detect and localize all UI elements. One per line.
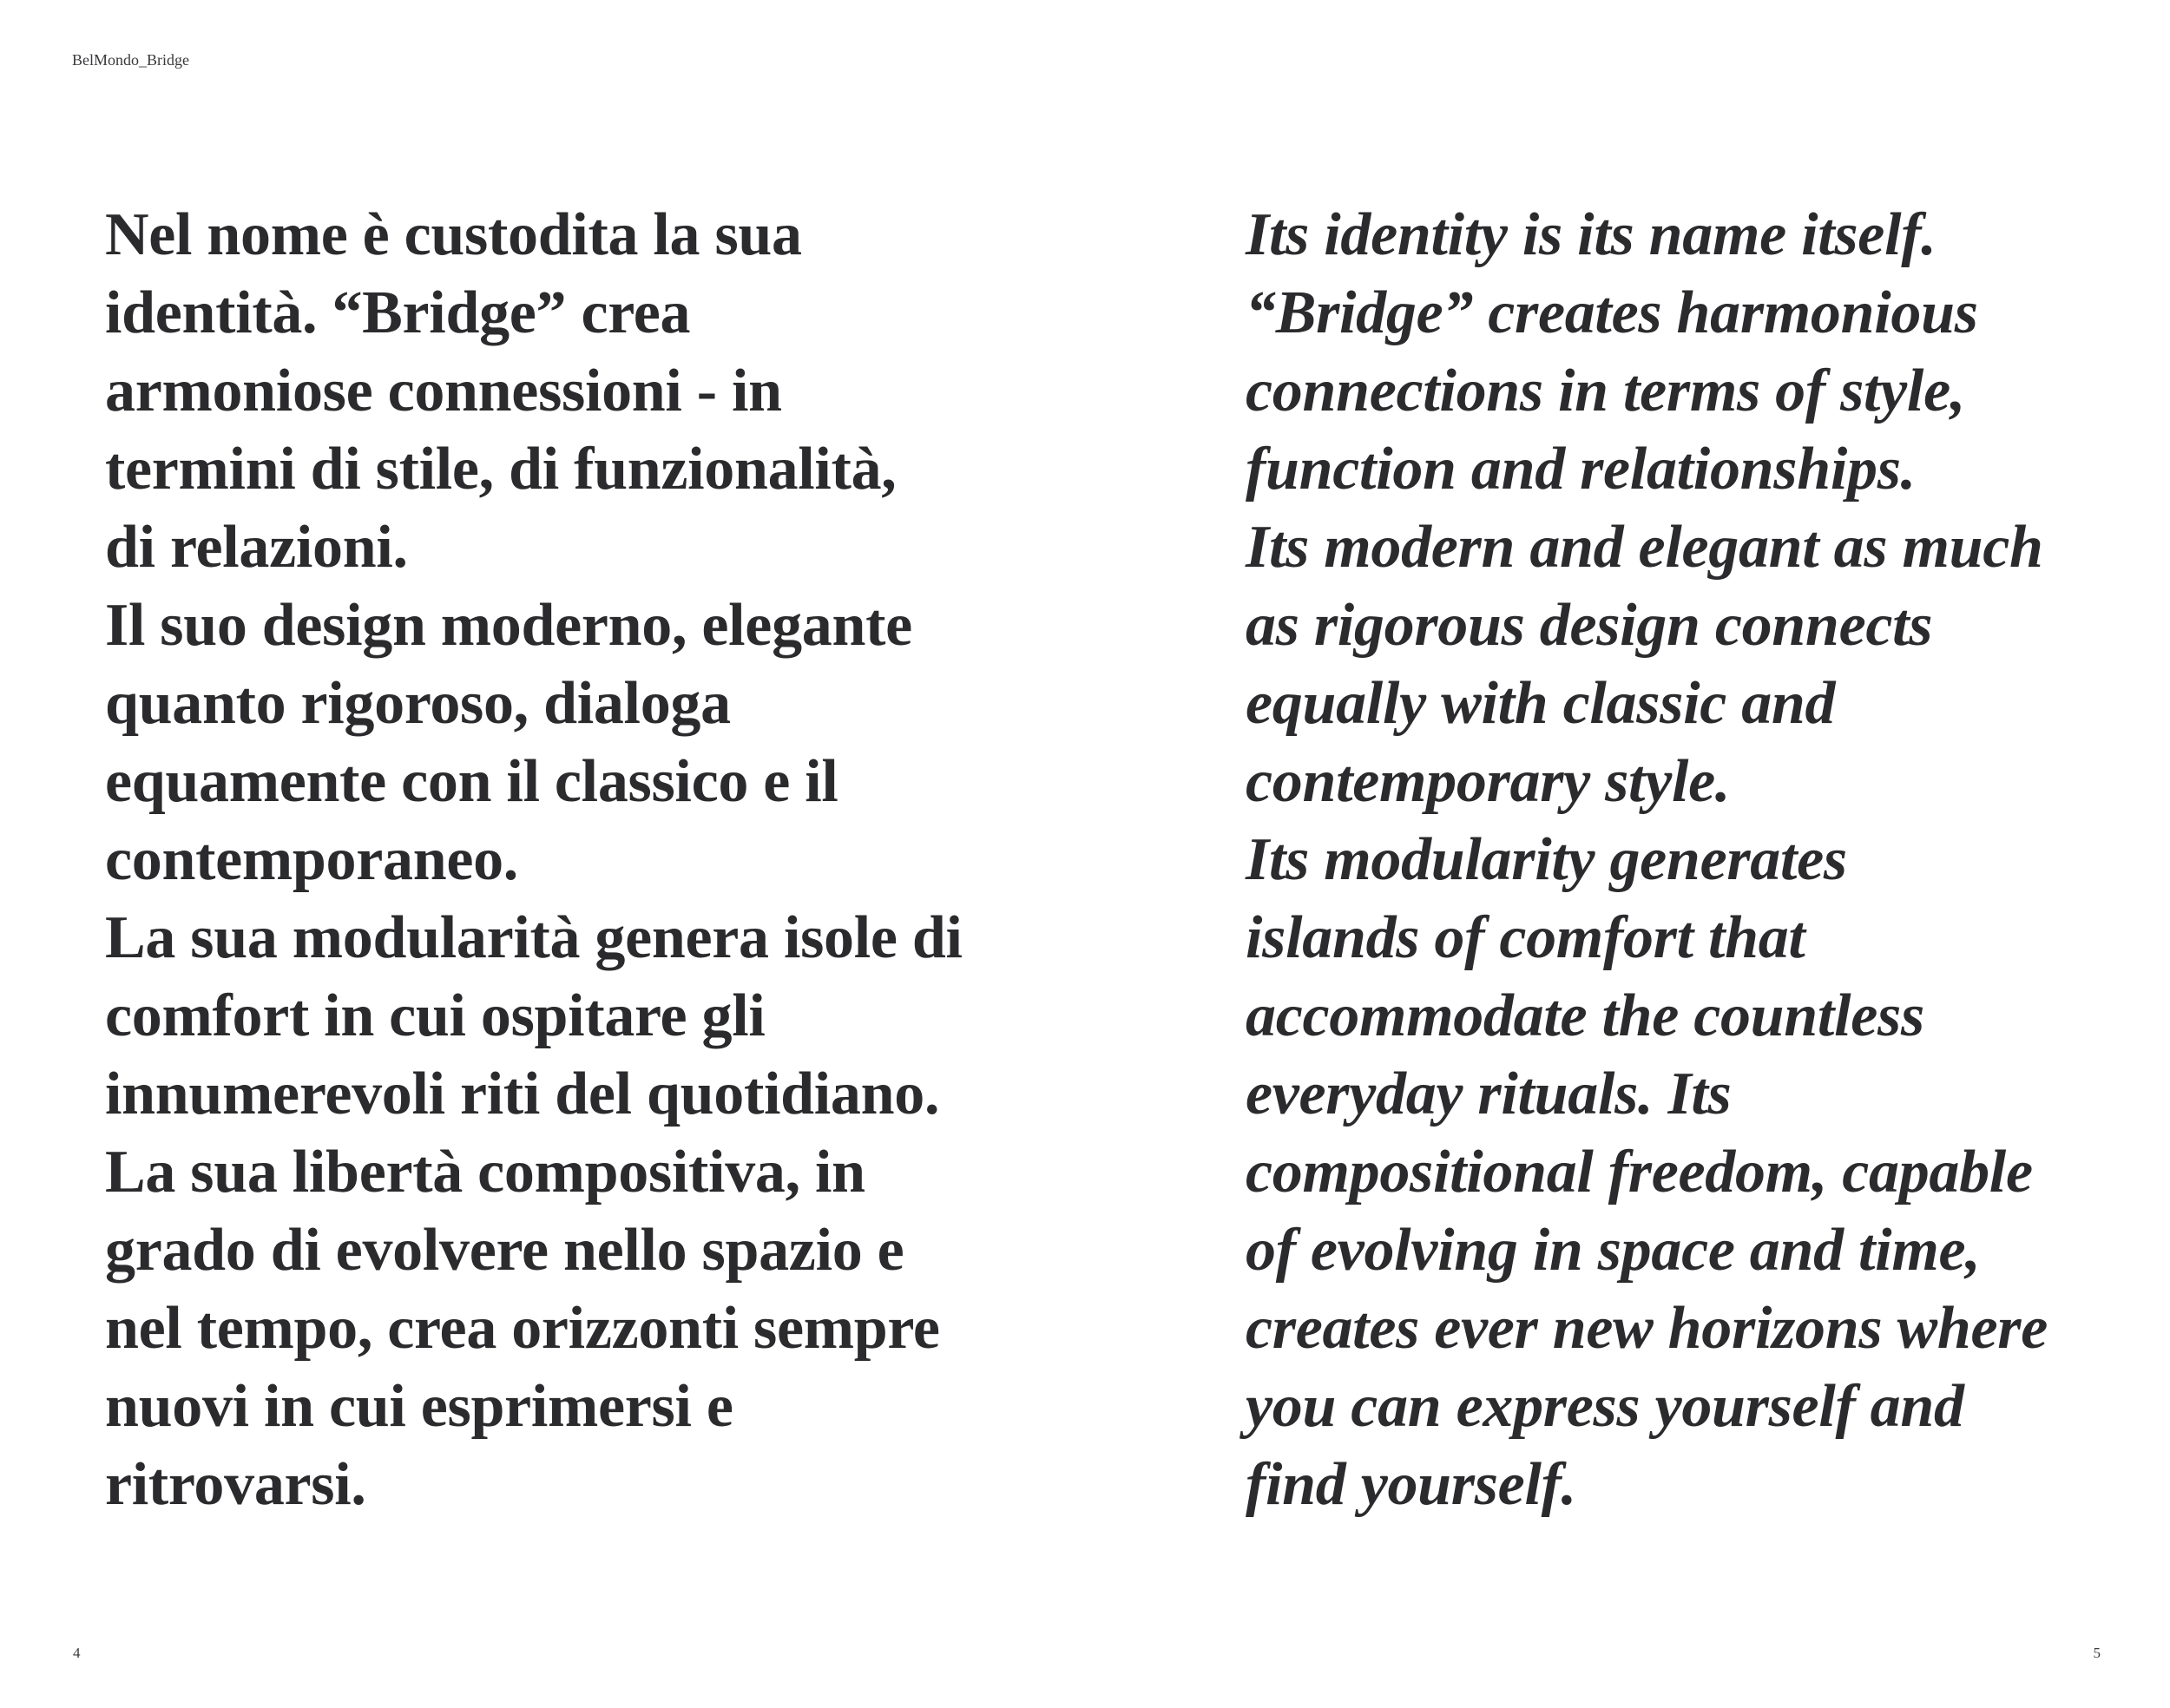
italian-line: comfort in cui ospitare gli (105, 982, 766, 1049)
running-header: BelMondo_Bridge (72, 51, 189, 69)
italian-line: nuovi in cui esprimersi e (105, 1373, 733, 1440)
italian-line: termini di stile, di funzionalità, (105, 436, 897, 503)
english-line: creates ever new horizons where (1246, 1295, 2048, 1362)
english-line: everyday rituals. Its (1246, 1061, 1732, 1127)
english-line: accommodate the countless (1246, 982, 1924, 1049)
italian-line: quanto rigoroso, dialoga (105, 670, 731, 737)
italian-line: di relazioni. (105, 514, 408, 581)
left-page-number: 4 (73, 1645, 81, 1661)
italian-line: La sua modularità genera isole di (105, 904, 963, 971)
english-line: Its modern and elegant as much (1246, 514, 2043, 581)
right-page-number: 5 (2093, 1645, 2101, 1661)
italian-line: identità. “Bridge” crea (105, 279, 691, 346)
italian-line: Nel nome è custodita la sua (105, 201, 802, 268)
english-line: compositional freedom, capable (1246, 1139, 2033, 1205)
italian-line: grado di evolvere nello spazio e (105, 1217, 904, 1284)
english-line: you can express yourself and (1246, 1373, 1964, 1440)
italian-line: armoniose connessioni - in (105, 358, 782, 424)
italian-line: equamente con il classico e il (105, 748, 838, 815)
english-line: Its identity is its name itself. (1246, 201, 1937, 268)
italian-line: Il suo design moderno, elegante (105, 592, 912, 659)
english-line: connections in terms of style, (1246, 358, 1966, 424)
italian-line: ritrovarsi. (105, 1451, 366, 1518)
english-text-column (1246, 196, 2148, 1524)
english-line: find yourself. (1246, 1451, 1576, 1518)
italian-line: innumerevoli riti del quotidiano. (105, 1061, 940, 1127)
english-line: “Bridge” creates harmonious (1246, 279, 1978, 346)
english-line: Its modularity generates (1246, 826, 1847, 893)
english-line: function and relationships. (1246, 436, 1916, 503)
english-line: islands of comfort that (1246, 904, 1805, 971)
italian-line: contemporaneo. (105, 826, 518, 893)
english-line: of evolving in space and time, (1246, 1217, 1981, 1284)
italian-text-column (105, 196, 1025, 1524)
english-line: as rigorous design connects (1246, 592, 1933, 659)
english-line: contemporary style. (1246, 748, 1731, 815)
italian-line: nel tempo, crea orizzonti sempre (105, 1295, 940, 1362)
english-line: equally with classic and (1246, 670, 1836, 737)
italian-line: La sua libertà compositiva, in (105, 1139, 865, 1205)
